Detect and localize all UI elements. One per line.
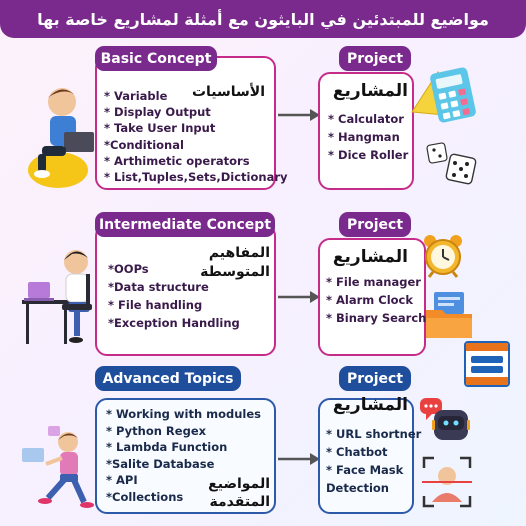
list-item: * API [106, 473, 138, 487]
list-item: * Binary Search [326, 311, 427, 325]
list-item: * Hangman [328, 130, 400, 144]
list-item: * Chatbot [326, 445, 388, 459]
arrow-right-icon [276, 290, 322, 304]
basic-project-label: Project [339, 46, 411, 71]
intermediate-concept-arabic-2: المتوسطة [200, 264, 270, 280]
intermediate-project-label: Project [339, 212, 411, 237]
list-item: * File manager [326, 275, 421, 289]
calculator-icon [408, 64, 480, 130]
student-with-laptop-icon [20, 80, 100, 190]
advanced-concept-arabic-2: المتقدمة [209, 494, 270, 510]
student-at-desk-icon [18, 244, 100, 348]
intermediate-project-list [326, 273, 426, 327]
list-item: * Calculator [328, 112, 404, 126]
dice-icon [424, 140, 480, 190]
alarm-clock-icon [420, 232, 466, 278]
list-item: Detection [326, 481, 389, 495]
advanced-project-label: Project [339, 366, 411, 391]
list-item: *Conditional [104, 137, 184, 152]
list-item: *Data structure [108, 280, 209, 294]
basic-project-list [328, 110, 408, 164]
list-item: * Variable [104, 89, 168, 103]
advanced-project-arabic: المشاريع [332, 395, 408, 415]
basic-concept-arabic: الأساسيات [191, 84, 265, 100]
arrow-right-icon [276, 452, 322, 466]
intermediate-project-arabic: المشاريع [332, 247, 408, 267]
basic-concept-label: Basic Concept [95, 46, 217, 71]
face-scan-icon [420, 454, 474, 510]
advanced-concept-label: Advanced Topics [95, 366, 241, 391]
list-item: * Display Output [104, 105, 211, 120]
chatbot-icon [418, 394, 474, 446]
student-running-icon [18, 420, 100, 512]
intermediate-concept-arabic-1: المفاهيم [208, 245, 270, 261]
list-item: * Face Mask [326, 463, 404, 477]
advanced-concept-arabic-1: المواضيع [208, 476, 270, 492]
basic-project-arabic: المشاريع [332, 81, 408, 101]
advanced-project-list [326, 425, 421, 497]
list-item: * File handling [108, 298, 203, 312]
list-item: * Python Regex [106, 423, 207, 438]
arrow-right-icon [276, 108, 322, 122]
site-logo-icon [464, 341, 510, 387]
list-item: * Arthimetic operators [104, 153, 250, 168]
list-item: * Take User Input [104, 121, 216, 136]
list-item: *Salite Database [106, 456, 215, 471]
intermediate-concept-label: Intermediate Concept [95, 212, 275, 237]
list-item: * Dice Roller [328, 148, 409, 162]
list-item: *Exception Handling [108, 316, 240, 330]
list-item: *OOPs [108, 262, 149, 276]
list-item: * Lambda Function [106, 440, 228, 454]
list-item: * Alarm Clock [326, 293, 414, 307]
list-item: *Collections [106, 489, 184, 504]
basic-concept-list [104, 88, 288, 185]
page-title: مواضيع للمبتدئين في البايثون مع أمثلة لمشاريع خاصة بها [0, 0, 526, 38]
list-item: * Working with modules [106, 407, 262, 421]
folder-icon [424, 290, 474, 340]
list-item: * URL shortner [326, 427, 422, 441]
intermediate-concept-list [108, 260, 240, 332]
list-item: * List,Tuples,Sets,Dictionary [104, 170, 288, 185]
